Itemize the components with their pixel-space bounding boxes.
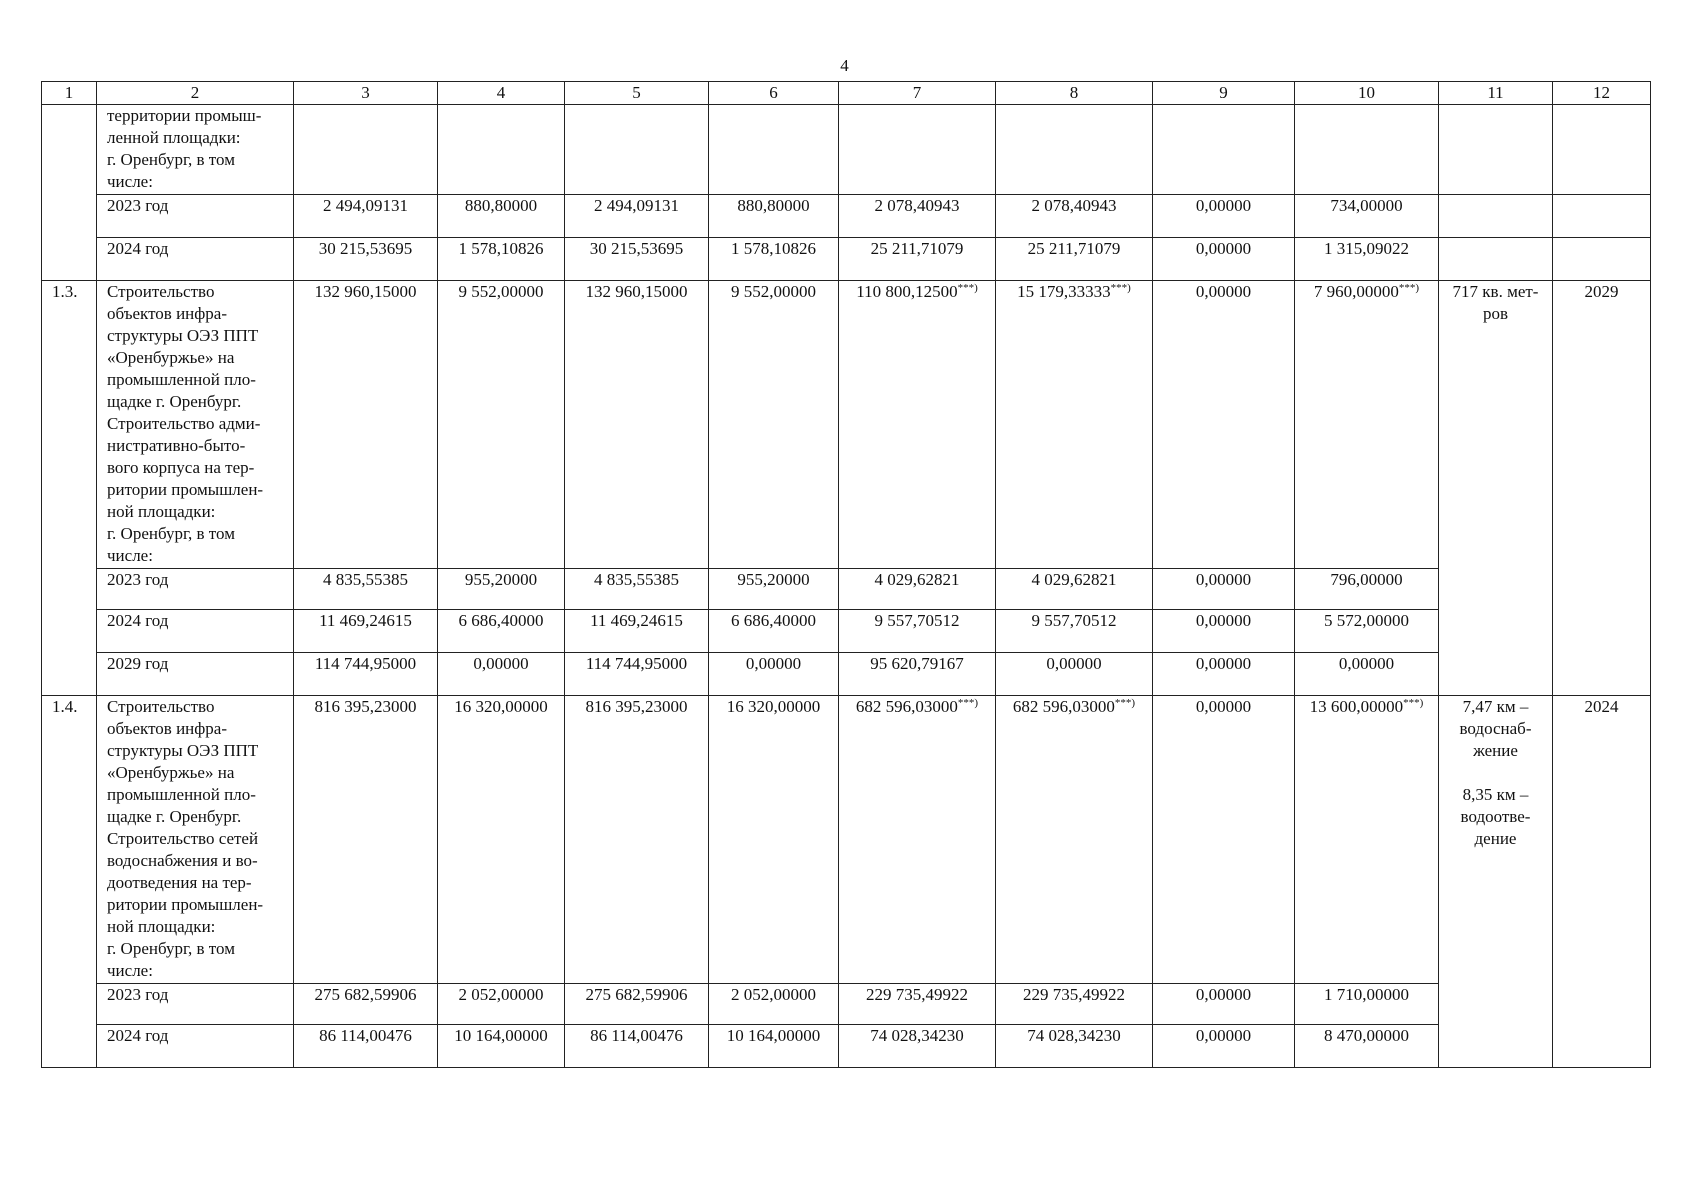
footnote-mark: ***) <box>1114 697 1136 709</box>
item-name-line: структуры ОЭЗ ППТ <box>107 741 259 760</box>
item-name-line: вого корпуса на тер- <box>107 458 255 477</box>
table-row <box>42 238 1651 281</box>
item-name-line: объектов инфра- <box>107 719 227 738</box>
capacity-line: 717 кв. мет- <box>1452 282 1539 301</box>
item-name-line: объектов инфра- <box>107 304 227 323</box>
value-cell: 880,80000 <box>438 195 565 238</box>
value-cell: 9 557,70512 <box>839 610 996 653</box>
item-name-line: г. Оренбург, в том <box>107 939 235 958</box>
item-name-line: Строительство сетей <box>107 829 259 848</box>
footnote-mark: ***) <box>1110 282 1131 294</box>
commission-year: 2024 <box>1553 696 1651 1068</box>
value-cell: 114 744,95000 <box>565 653 709 696</box>
item-name-line: щадке г. Оренбург. <box>107 392 242 411</box>
total-cell: 816 395,23000 <box>565 696 709 984</box>
total-cell: 9 552,00000 <box>709 281 839 569</box>
value-cell: 0,00000 <box>996 653 1153 696</box>
value-cell: 0,00000 <box>1153 569 1295 610</box>
year-label: 2029 год <box>97 653 294 696</box>
column-header: 12 <box>1553 82 1651 105</box>
item-name-line: числе: <box>107 546 153 565</box>
value-cell: 30 215,53695 <box>565 238 709 281</box>
value-cell: 1 578,10826 <box>438 238 565 281</box>
item-name-line: ритории промышлен- <box>107 895 264 914</box>
value-cell: 229 735,49922 <box>839 984 996 1025</box>
item-name-line: структуры ОЭЗ ППТ <box>107 326 259 345</box>
item-number: 1.4. <box>42 696 97 1068</box>
value-cell: 1 710,00000 <box>1295 984 1439 1025</box>
value-cell: 74 028,34230 <box>996 1025 1153 1068</box>
value-cell: 2 494,09131 <box>294 195 438 238</box>
column-header: 4 <box>438 82 565 105</box>
item-name-line: территории промыш- <box>107 106 262 125</box>
value-cell: 0,00000 <box>1153 610 1295 653</box>
year-label: 2023 год <box>97 984 294 1025</box>
capacity-cell <box>1439 281 1553 696</box>
item-name-line: ной площадки: <box>107 502 216 521</box>
value-cell: 5 572,00000 <box>1295 610 1439 653</box>
column-header: 6 <box>709 82 839 105</box>
column-header: 1 <box>42 82 97 105</box>
total-value: 13 600,00000 <box>1309 697 1404 716</box>
value-cell: 2 078,40943 <box>839 195 996 238</box>
total-cell <box>1295 696 1439 984</box>
value-cell: 955,20000 <box>709 569 839 610</box>
value-cell: 30 215,53695 <box>294 238 438 281</box>
total-value: 7 960,00000 <box>1313 282 1399 301</box>
capacity-line: жение <box>1473 741 1518 760</box>
item-number-cell <box>42 105 97 281</box>
item-name-line: доотведения на тер- <box>107 873 252 892</box>
column-number-row <box>42 82 1651 105</box>
value-cell: 11 469,24615 <box>294 610 438 653</box>
value-cell: 9 557,70512 <box>996 610 1153 653</box>
value-cell: 734,00000 <box>1295 195 1439 238</box>
item-name-line: промышленной пло- <box>107 370 256 389</box>
value-cell: 4 835,55385 <box>565 569 709 610</box>
value-cell: 86 114,00476 <box>565 1025 709 1068</box>
total-cell: 16 320,00000 <box>709 696 839 984</box>
footnote-mark: ***) <box>1398 282 1420 294</box>
item-name-line: водоснабжения и во- <box>107 851 258 870</box>
value-cell: 2 052,00000 <box>709 984 839 1025</box>
column-header: 3 <box>294 82 438 105</box>
year-label: 2024 год <box>97 610 294 653</box>
page-number: 4 <box>840 56 849 75</box>
total-cell: 0,00000 <box>1153 281 1295 569</box>
total-cell <box>839 281 996 569</box>
table-row <box>42 984 1651 1025</box>
value-cell: 4 029,62821 <box>839 569 996 610</box>
year-label: 2023 год <box>97 195 294 238</box>
value-cell: 2 078,40943 <box>996 195 1153 238</box>
value-cell: 0,00000 <box>1153 984 1295 1025</box>
value-cell: 8 470,00000 <box>1295 1025 1439 1068</box>
value-cell: 4 029,62821 <box>996 569 1153 610</box>
column-header: 8 <box>996 82 1153 105</box>
item-name <box>97 105 294 195</box>
column-header: 7 <box>839 82 996 105</box>
value-cell: 6 686,40000 <box>709 610 839 653</box>
year-label: 2023 год <box>97 569 294 610</box>
column-header: 5 <box>565 82 709 105</box>
capacity-line: водоотве- <box>1460 807 1531 826</box>
value-cell: 0,00000 <box>1295 653 1439 696</box>
value-cell: 25 211,71079 <box>996 238 1153 281</box>
capacity-cell <box>1439 696 1553 1068</box>
value-cell: 796,00000 <box>1295 569 1439 610</box>
total-cell: 132 960,15000 <box>294 281 438 569</box>
value-cell: 74 028,34230 <box>839 1025 996 1068</box>
value-cell: 114 744,95000 <box>294 653 438 696</box>
capacity-line: водоснаб- <box>1459 719 1532 738</box>
item-name-line: числе: <box>107 961 153 980</box>
value-cell: 10 164,00000 <box>438 1025 565 1068</box>
column-header: 9 <box>1153 82 1295 105</box>
item-name-line: нистративно-быто- <box>107 436 246 455</box>
total-value: 682 596,03000 <box>855 697 958 716</box>
value-cell: 1 578,10826 <box>709 238 839 281</box>
capacity-line: 7,47 км – <box>1462 697 1529 716</box>
value-cell: 0,00000 <box>438 653 565 696</box>
item-name-line: ленной площадки: <box>107 128 241 147</box>
total-cell: 132 960,15000 <box>565 281 709 569</box>
value-cell: 6 686,40000 <box>438 610 565 653</box>
table-row <box>42 105 1651 195</box>
value-cell: 2 052,00000 <box>438 984 565 1025</box>
item-name-line: числе: <box>107 172 153 191</box>
value-cell: 0,00000 <box>1153 653 1295 696</box>
value-cell: 229 735,49922 <box>996 984 1153 1025</box>
capacity-line: ров <box>1482 304 1509 323</box>
item-number: 1.3. <box>42 281 97 696</box>
table-row <box>42 653 1651 696</box>
table-row <box>42 195 1651 238</box>
item-name <box>97 281 294 569</box>
item-name-line: ритории промышлен- <box>107 480 264 499</box>
item-name-line: «Оренбуржье» на <box>107 763 235 782</box>
column-header: 11 <box>1439 82 1553 105</box>
total-cell: 9 552,00000 <box>438 281 565 569</box>
value-cell: 880,80000 <box>709 195 839 238</box>
value-cell: 955,20000 <box>438 569 565 610</box>
total-value: 110 800,12500 <box>856 282 958 301</box>
column-header: 10 <box>1295 82 1439 105</box>
value-cell: 0,00000 <box>1153 195 1295 238</box>
commission-year: 2029 <box>1553 281 1651 696</box>
total-cell: 816 395,23000 <box>294 696 438 984</box>
value-cell: 95 620,79167 <box>839 653 996 696</box>
item-name <box>97 696 294 984</box>
table-row <box>42 1025 1651 1068</box>
total-cell: 0,00000 <box>1153 696 1295 984</box>
value-cell: 4 835,55385 <box>294 569 438 610</box>
table-row <box>42 696 1651 984</box>
value-cell: 0,00000 <box>1153 1025 1295 1068</box>
footnote-mark: ***) <box>957 697 979 709</box>
value-cell: 10 164,00000 <box>709 1025 839 1068</box>
capacity-line: дение <box>1474 829 1517 848</box>
value-cell: 25 211,71079 <box>839 238 996 281</box>
year-label: 2024 год <box>97 238 294 281</box>
capacity-line: 8,35 км – <box>1462 785 1529 804</box>
total-cell <box>996 696 1153 984</box>
item-name-line: Строительство <box>107 697 215 716</box>
value-cell: 275 682,59906 <box>565 984 709 1025</box>
item-name-line: Строительство <box>107 282 215 301</box>
total-cell <box>839 696 996 984</box>
total-cell: 16 320,00000 <box>438 696 565 984</box>
item-name-line: промышленной пло- <box>107 785 256 804</box>
value-cell: 2 494,09131 <box>565 195 709 238</box>
item-name-line: г. Оренбург, в том <box>107 524 235 543</box>
value-cell: 275 682,59906 <box>294 984 438 1025</box>
total-cell <box>1295 281 1439 569</box>
table-row <box>42 569 1651 610</box>
value-cell: 11 469,24615 <box>565 610 709 653</box>
value-cell: 0,00000 <box>1153 238 1295 281</box>
item-name-line: г. Оренбург, в том <box>107 150 235 169</box>
value-cell: 1 315,09022 <box>1295 238 1439 281</box>
footnote-mark: ***) <box>1403 697 1424 709</box>
year-label: 2024 год <box>97 1025 294 1068</box>
table-row <box>42 281 1651 569</box>
total-value: 682 596,03000 <box>1012 697 1115 716</box>
item-name-line: Строительство адми- <box>107 414 261 433</box>
item-name-line: «Оренбуржье» на <box>107 348 235 367</box>
footnote-mark: ***) <box>957 282 978 294</box>
item-name-line: щадке г. Оренбург. <box>107 807 242 826</box>
budget-table <box>41 81 1651 1068</box>
table-row <box>42 610 1651 653</box>
column-header: 2 <box>97 82 294 105</box>
value-cell: 0,00000 <box>709 653 839 696</box>
value-cell: 86 114,00476 <box>294 1025 438 1068</box>
total-value: 15 179,33333 <box>1017 282 1111 301</box>
total-cell <box>996 281 1153 569</box>
item-name-line: ной площадки: <box>107 917 216 936</box>
